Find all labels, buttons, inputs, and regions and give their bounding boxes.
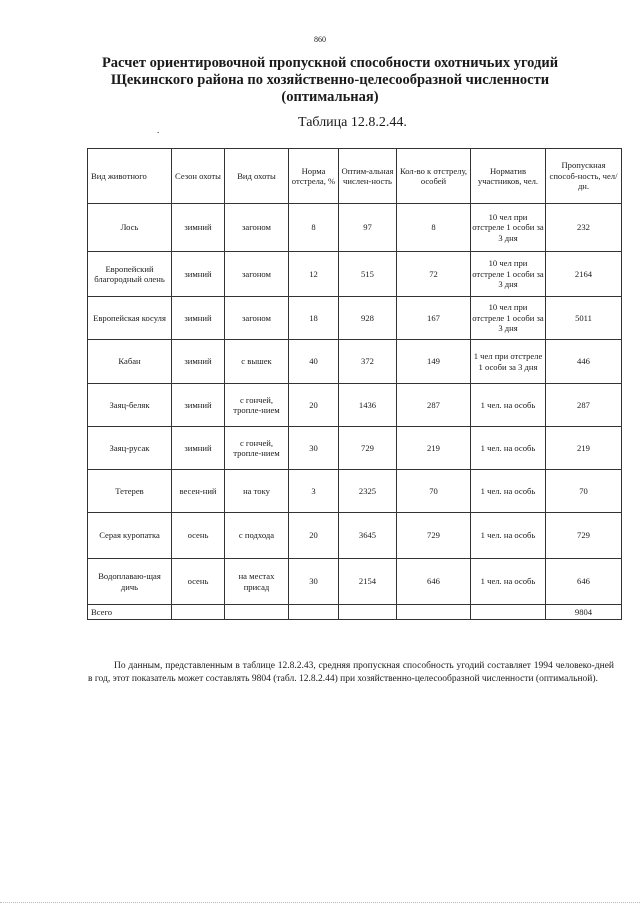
table-cell: 70 [546, 470, 622, 513]
table-cell: Лось [88, 204, 172, 252]
total-value: 9804 [546, 605, 622, 620]
table-cell: 2154 [339, 559, 397, 605]
table-cell: на местах присад [225, 559, 289, 605]
table-row [88, 252, 622, 297]
table-cell: 10 чел при отстреле 1 особи за 3 дня [471, 297, 546, 340]
table-cell: 40 [289, 340, 339, 384]
header-cell: Оптим-альная числен-ность [339, 149, 397, 204]
table-cell [289, 605, 339, 620]
table-cell [225, 605, 289, 620]
table-cell: 1 чел. на особь [471, 559, 546, 605]
table-number: Таблица 12.8.2.44. [298, 115, 407, 130]
table-row [88, 384, 622, 427]
table-cell [471, 605, 546, 620]
table-cell: 219 [546, 427, 622, 470]
table-cell: на току [225, 470, 289, 513]
table-cell: 515 [339, 252, 397, 297]
table-cell: осень [172, 513, 225, 559]
table-cell: 1 чел. на особь [471, 470, 546, 513]
header-cell: Норматив участников, чел. [471, 149, 546, 204]
table-row [88, 559, 622, 605]
table-cell: 3 [289, 470, 339, 513]
table-cell: 372 [339, 340, 397, 384]
table-cell: загоном [225, 204, 289, 252]
table-cell: 646 [397, 559, 471, 605]
table-cell: 219 [397, 427, 471, 470]
table-cell: 729 [397, 513, 471, 559]
table-cell: 232 [546, 204, 622, 252]
table-row [88, 297, 622, 340]
table-cell: Европейский благородный олень [88, 252, 172, 297]
document-title: Расчет ориентировочной пропускной способности охотничьих угодий Щекинского района по хозяйственно-целесообразной численности (оптимальная) [101, 55, 559, 105]
table-cell: Европейская косуля [88, 297, 172, 340]
table-cell: 8 [289, 204, 339, 252]
table-cell: 1 чел. на особь [471, 427, 546, 470]
dot-mark: . [157, 125, 160, 135]
table-cell: загоном [225, 297, 289, 340]
table-cell: 70 [397, 470, 471, 513]
table-cell: Водоплаваю-щая дичь [88, 559, 172, 605]
header-cell: Вид животного [88, 149, 172, 204]
table-cell: 729 [339, 427, 397, 470]
table-cell: 1 чел. на особь [471, 513, 546, 559]
table-cell: Заяц-русак [88, 427, 172, 470]
page-number: 860 [314, 35, 326, 44]
table-cell: 8 [397, 204, 471, 252]
table-cell: 20 [289, 384, 339, 427]
table-cell: зимний [172, 427, 225, 470]
header-cell: Сезон охоты [172, 149, 225, 204]
capacity-table [87, 148, 622, 620]
header-cell: Пропускная способ-ность, чел/дн. [546, 149, 622, 204]
table-cell: 97 [339, 204, 397, 252]
table-cell: 12 [289, 252, 339, 297]
table-cell: с гончей, тропле-нием [225, 384, 289, 427]
table-cell: с вышек [225, 340, 289, 384]
table-cell: 2164 [546, 252, 622, 297]
table-cell [339, 605, 397, 620]
table-cell: 287 [397, 384, 471, 427]
scan-edge-line [0, 896, 640, 903]
table-cell: с гончей, тропле-нием [225, 427, 289, 470]
table-cell: 1 чел при отстреле 1 особи за 3 дня [471, 340, 546, 384]
table-cell: зимний [172, 252, 225, 297]
table-cell: 3645 [339, 513, 397, 559]
table-cell: 446 [546, 340, 622, 384]
table-cell: Заяц-беляк [88, 384, 172, 427]
table-cell: Кабан [88, 340, 172, 384]
table-cell: 72 [397, 252, 471, 297]
table-row [88, 470, 622, 513]
table-cell: 729 [546, 513, 622, 559]
table-total-row [88, 605, 622, 620]
table-cell: 646 [546, 559, 622, 605]
table-cell: зимний [172, 297, 225, 340]
table-header-row [88, 149, 622, 204]
table-cell [397, 605, 471, 620]
body-paragraph: По данным, представленным в таблице 12.8.2.43, средняя пропускная способность угодий составляет 1994 человеко-дней в год, этот показатель может составлять 9804 (табл. 12.8.2.44) при хозяйственно-целесообразной численности (оптимальной). [88, 661, 614, 684]
table-cell: 10 чел при отстреле 1 особи за 3 дня [471, 204, 546, 252]
table-row [88, 340, 622, 384]
table-cell: загоном [225, 252, 289, 297]
table-cell: 5011 [546, 297, 622, 340]
table-cell: 149 [397, 340, 471, 384]
table-cell: Тетерев [88, 470, 172, 513]
table-cell: 18 [289, 297, 339, 340]
table-cell: зимний [172, 384, 225, 427]
header-cell: Кол-во к отстрелу, особей [397, 149, 471, 204]
total-label: Всего [88, 605, 172, 620]
table-cell: 167 [397, 297, 471, 340]
header-cell: Норма отстрела, % [289, 149, 339, 204]
table-cell: весен-ний [172, 470, 225, 513]
table-cell: с подхода [225, 513, 289, 559]
table-cell: 2325 [339, 470, 397, 513]
table-cell: Серая куропатка [88, 513, 172, 559]
table-cell [172, 605, 225, 620]
table-cell: 1436 [339, 384, 397, 427]
table-cell: 30 [289, 559, 339, 605]
table-row [88, 513, 622, 559]
table-row [88, 427, 622, 470]
table-cell: зимний [172, 340, 225, 384]
table-cell: осень [172, 559, 225, 605]
table-cell: зимний [172, 204, 225, 252]
table-cell: 928 [339, 297, 397, 340]
table-cell: 30 [289, 427, 339, 470]
table-cell: 20 [289, 513, 339, 559]
table-cell: 1 чел. на особь [471, 384, 546, 427]
header-cell: Вид охоты [225, 149, 289, 204]
table-cell: 287 [546, 384, 622, 427]
table-cell: 10 чел при отстреле 1 особи за 3 дня [471, 252, 546, 297]
table-row [88, 204, 622, 252]
